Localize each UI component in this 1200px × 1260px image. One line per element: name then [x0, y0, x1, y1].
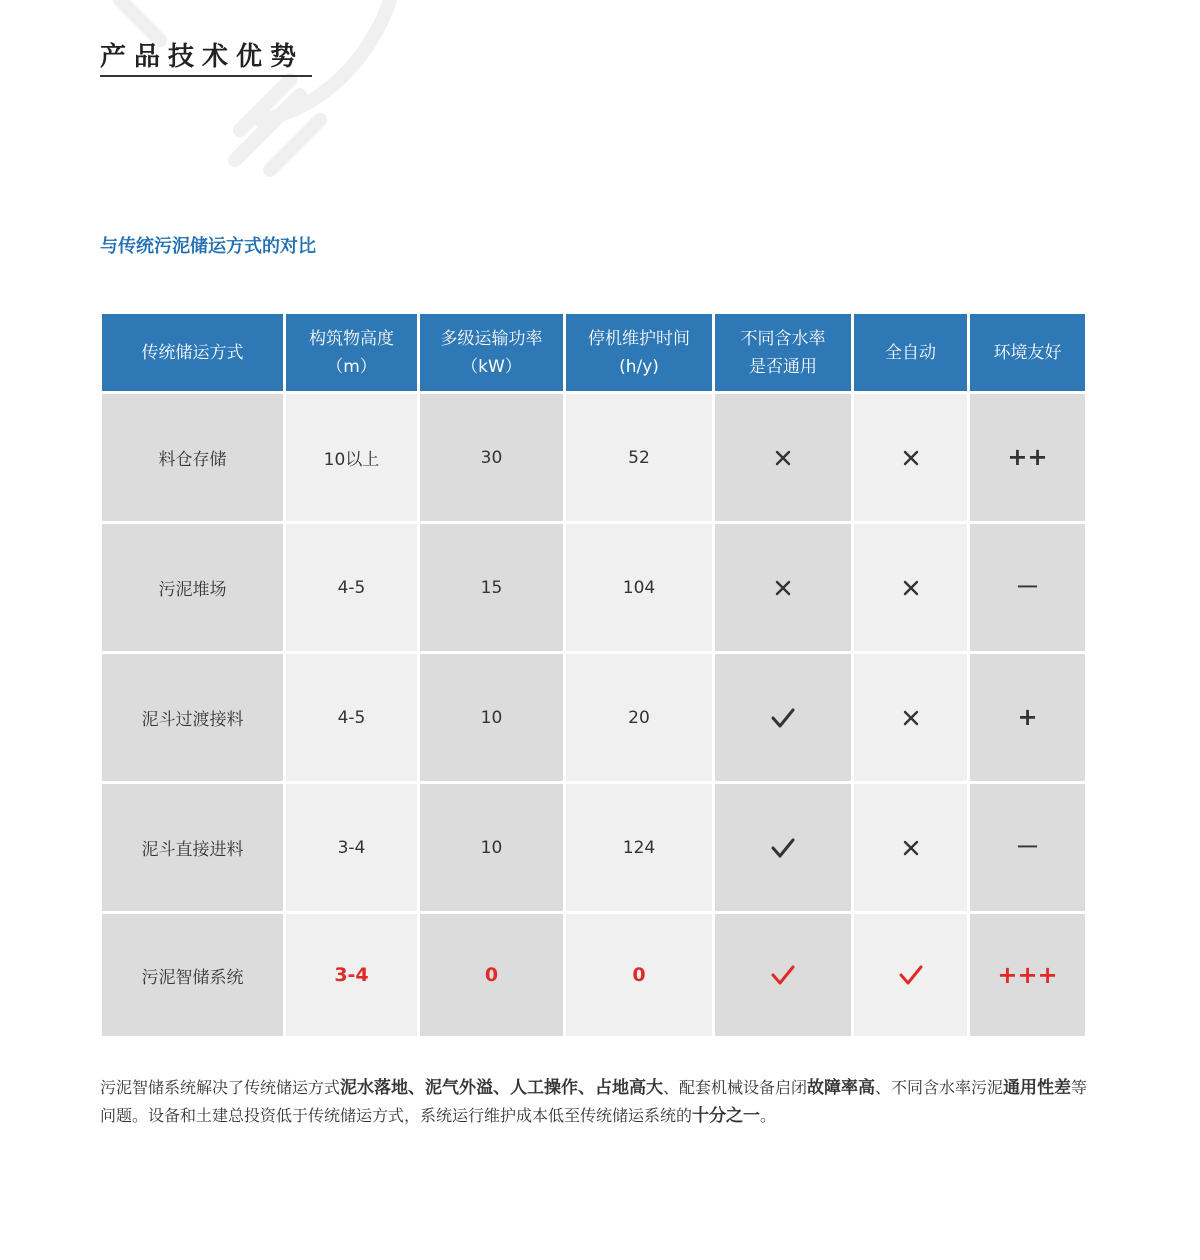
check-icon [899, 965, 923, 985]
cell-automatic [854, 524, 967, 651]
cell-eco-friendly [970, 784, 1085, 911]
cell-universal [715, 914, 851, 1036]
comparison-table [99, 311, 1088, 1039]
header-eco-friendly: 环境友好 [970, 314, 1085, 391]
eco-rating: ++ [1007, 443, 1048, 471]
cell-downtime [566, 654, 712, 781]
cell-power [420, 914, 563, 1036]
cell-downtime [566, 914, 712, 1036]
cell-power-value: 15 [480, 577, 503, 598]
cell-height [286, 654, 417, 781]
header-power: 多级运输功率 （kW） [420, 314, 563, 391]
cell-automatic [854, 914, 967, 1036]
cell-height-value: 4-5 [337, 577, 366, 598]
header-downtime: 停机维护时间 (h/y) [566, 314, 712, 391]
cell-power [420, 784, 563, 911]
cell-downtime-value: 0 [632, 964, 646, 986]
rocket-watermark-icon [0, 0, 420, 200]
cell-method [102, 394, 283, 521]
summary-paragraph: 污泥智储系统解决了传统储运方式泥水落地、泥气外溢、人工操作、占地高大、配套机械设备启闭故障率高、不同含水率污泥通用性差等问题。设备和土建总投资低于传统储运方式，系统运行维护成本低至传统储运系统的十分之一。 [100, 1078, 1088, 1126]
cell-power-value: 10 [480, 707, 503, 728]
cell-universal [715, 394, 851, 521]
table-header-row [102, 314, 1085, 391]
cell-downtime-value: 52 [628, 447, 650, 468]
cell-eco-friendly [970, 914, 1085, 1036]
cell-automatic [854, 784, 967, 911]
cell-power-value: 0 [484, 964, 499, 986]
cell-height [286, 914, 417, 1036]
cell-height [286, 784, 417, 911]
cell-automatic [854, 654, 967, 781]
cell-power [420, 394, 563, 521]
table-row [102, 914, 1085, 1036]
cell-power-value: 30 [480, 447, 503, 468]
cross-icon [902, 578, 920, 598]
cell-universal [715, 524, 851, 651]
check-icon [771, 838, 795, 858]
cross-icon [902, 708, 920, 728]
header-universal: 不同含水率 是否通用 [715, 314, 851, 391]
cell-power [420, 524, 563, 651]
cell-height-value: 4-5 [337, 707, 366, 728]
cell-method [102, 914, 283, 1036]
cell-downtime [566, 394, 712, 521]
cell-method-value: 泥斗过渡接料 [141, 710, 244, 730]
eco-rating: － [1015, 833, 1040, 861]
eco-rating: +++ [997, 960, 1058, 989]
cell-method-value: 泥斗直接进料 [141, 840, 244, 860]
cross-icon [902, 448, 920, 468]
page-title: 产品技术优势 [100, 42, 305, 72]
cell-downtime [566, 784, 712, 911]
cell-power-value: 10 [480, 837, 503, 858]
check-icon [771, 965, 795, 985]
eco-rating: － [1015, 573, 1040, 601]
cross-icon [774, 578, 792, 598]
table-row [102, 394, 1085, 521]
cross-icon [902, 838, 920, 858]
cell-downtime-value: 104 [622, 577, 656, 598]
cell-power [420, 654, 563, 781]
cell-height-value: 10以上 [323, 450, 380, 470]
title-underline [100, 75, 312, 77]
cell-height-value: 3-4 [334, 964, 369, 986]
cell-height [286, 524, 417, 651]
cell-method [102, 524, 283, 651]
header-automatic: 全自动 [854, 314, 967, 391]
cell-downtime-value: 20 [628, 707, 650, 728]
cell-universal [715, 654, 851, 781]
cell-method-value: 污泥智储系统 [141, 967, 244, 988]
cell-eco-friendly [970, 524, 1085, 651]
cell-universal [715, 784, 851, 911]
cell-height [286, 394, 417, 521]
table-row [102, 784, 1085, 911]
cell-downtime [566, 524, 712, 651]
section-title: 与传统污泥储运方式的对比 [100, 236, 316, 257]
header-height: 构筑物高度 （m） [286, 314, 417, 391]
cross-icon [774, 448, 792, 468]
table-row [102, 524, 1085, 651]
cell-automatic [854, 394, 967, 521]
eco-rating: + [1017, 703, 1038, 731]
table-row [102, 654, 1085, 781]
check-icon [771, 708, 795, 728]
cell-height-value: 3-4 [337, 837, 366, 858]
cell-method-value: 污泥堆场 [158, 580, 227, 600]
cell-eco-friendly [970, 654, 1085, 781]
header-method: 传统储运方式 [102, 314, 283, 391]
cell-method-value: 料仓存储 [158, 450, 227, 470]
cell-downtime-value: 124 [622, 837, 656, 858]
cell-eco-friendly [970, 394, 1085, 521]
cell-method [102, 654, 283, 781]
cell-method [102, 784, 283, 911]
